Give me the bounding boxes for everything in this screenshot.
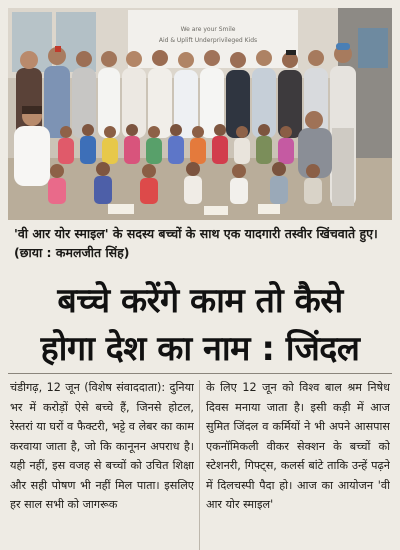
headline-line-1: बच्चे करेंगे काम तो कैसे — [57, 281, 343, 321]
group-photo — [8, 8, 392, 220]
photo-caption: 'वी आर योर स्माइल' के सदस्य बच्चों के साथ एक यादगारी तस्वीर खिंचवाते हुए। (छाया : कमलजीत सिंह) — [14, 226, 378, 260]
banner-line-1: We are your Smile — [180, 26, 236, 33]
banner-line-2: Aid & Uplift Underprivileged Kids — [158, 37, 258, 44]
body-column-right: के लिए 12 जून को विश्व बाल श्रम निषेध दिवस मनाया जाता है। इसी कड़ी में आज सुमित जिंदल व कर्मियों ने भी अपने आसपास एकनॉमिकली वीकर सेक्शन के बच्चों को स्टेशनरी, गिफ्ट्स, कलर्स बांटे ताकि उन्हें पढ़ने में दिलचस्पी पैदा हो। आज का आयोजन 'वी आर योर स्माइल' — [206, 381, 390, 511]
headline — [8, 277, 392, 373]
headline-line-2: होगा देश का नाम : जिंदल — [40, 329, 360, 369]
divider — [8, 373, 392, 374]
banner-text — [148, 24, 268, 46]
column-divider — [199, 380, 200, 550]
body-column-left: चंडीगढ़, 12 जून (विशेष संवाददाता): दुनिया भर में करोड़ों ऐसे बच्चे हैं, जिनसे होटल, रेस्तरां या घरों व फैक्टरी, भट्टे व लेबर का काम करवाया जाता है, जो कि कानूनन अपराध है। यही नहीं, इस वजह से बच्चों को उचित शिक्षा और सही पोषण भी नहीं मिल पाता। इसलिए हर साल सभी को जागरूक — [10, 381, 194, 511]
